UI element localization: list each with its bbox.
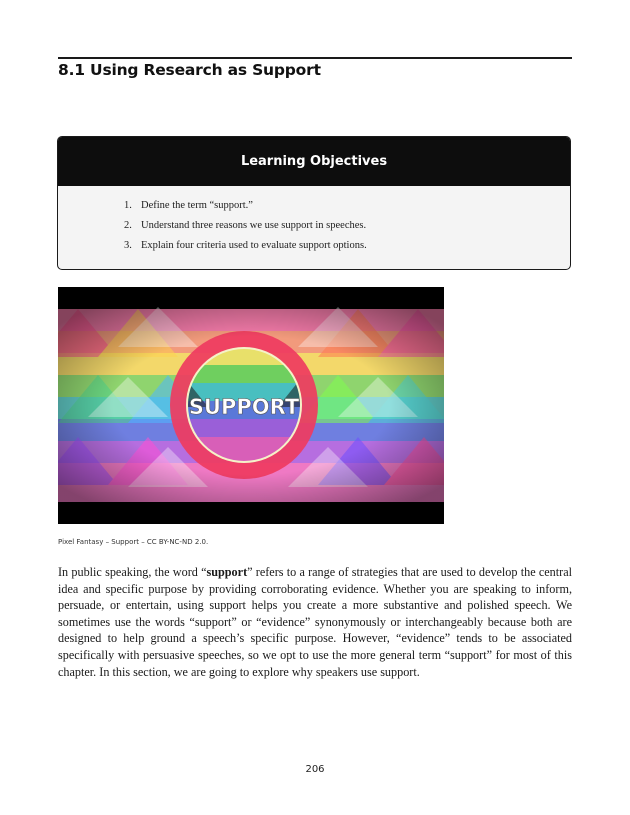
page-number: 206	[305, 764, 325, 775]
support-artwork	[58, 287, 444, 524]
learning-objectives-list	[58, 186, 570, 260]
objective-number: 2.	[124, 220, 132, 231]
support-overlay-text: SUPPORT	[188, 395, 300, 419]
learning-objectives-box	[57, 136, 571, 270]
body-text-rest: ” refers to a range of strategies that are used to develop the central idea and specific purpose by providing corroborating evidence. Whether you are speaking to inform, persuade, or entertain, using support helps you create a more substantive and polished speech. We sometimes use the words “support” or “evidence” synonymously or interchangeably because both are designed to help ground a speech’s specific purpose. However, “evidence” tends to be associated specifically with persuasive speeches, so we opt to use the more general term “support” for most of this chapter. In this section, we are going to explore why speakers use support.	[58, 565, 572, 679]
body-text-start: In public speaking, the word “	[58, 565, 207, 579]
learning-objectives-heading: Learning Objectives	[58, 137, 570, 186]
top-rule	[58, 57, 572, 59]
objective-text: Explain four criteria used to evaluate support options.	[141, 240, 367, 251]
image-caption: Pixel Fantasy – Support – CC BY-NC-ND 2.0.	[58, 538, 209, 546]
section-title: 8.1 Using Research as Support	[58, 61, 321, 79]
objective-text: Understand three reasons we use support in speeches.	[141, 220, 367, 231]
objective-item	[124, 240, 570, 260]
objective-item	[124, 220, 570, 240]
term-support: support	[206, 565, 248, 579]
objective-text: Define the term “support.”	[141, 200, 253, 211]
objective-number: 1.	[124, 200, 132, 211]
support-image	[58, 287, 444, 524]
body-paragraph	[58, 564, 572, 680]
objective-number: 3.	[124, 240, 132, 251]
objective-item	[124, 200, 570, 220]
